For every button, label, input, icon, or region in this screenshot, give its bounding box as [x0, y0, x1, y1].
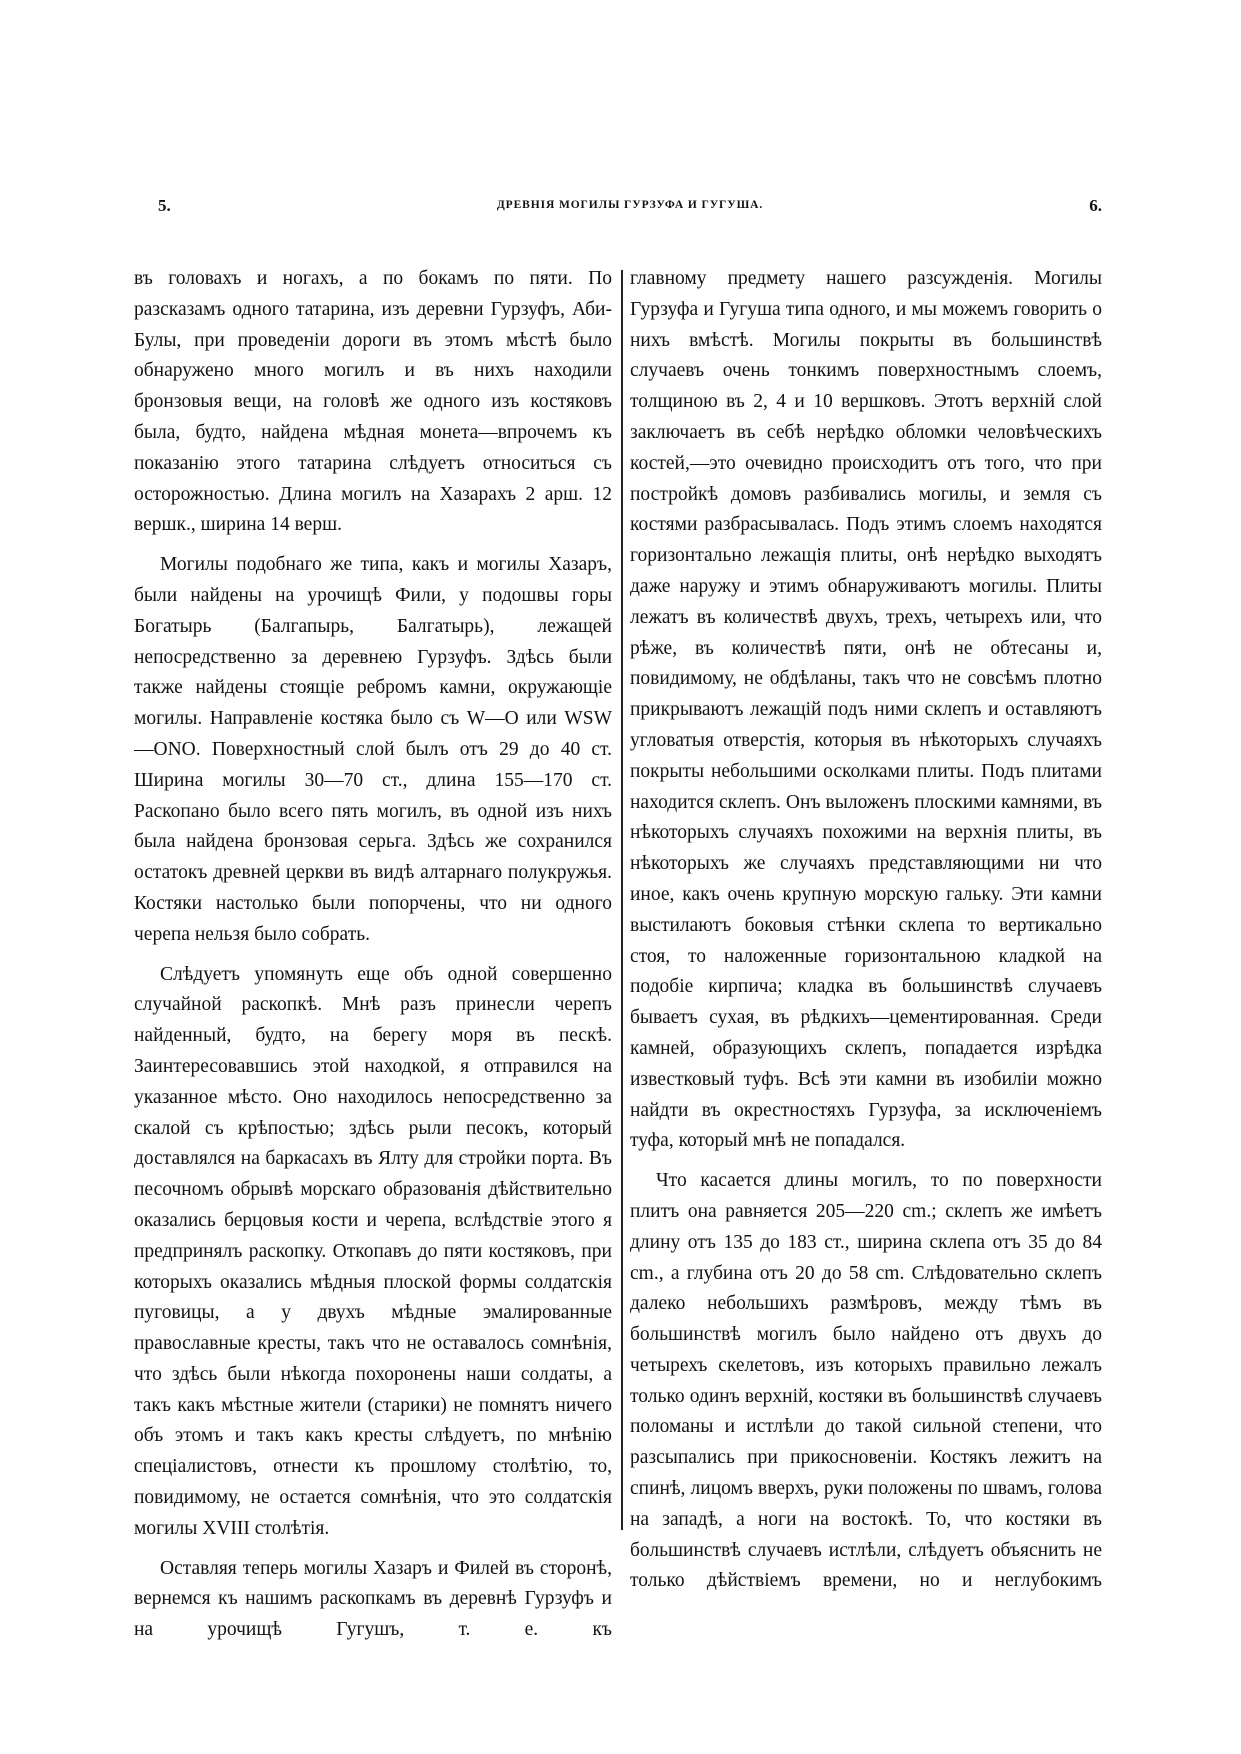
- paragraph: главному предмету нашего разсужденія. Могилы Гурзуфа и Гугуша типа одного, и мы можемъ говорить о нихъ вмѣстѣ. Могилы покрыты въ большинствѣ случаевъ очень тонкимъ поверхностнымъ слоемъ, толщиною въ 2, 4 и 10 вершковъ. Этотъ верхній слой заключаетъ въ себѣ нерѣдко обломки человѣческихъ костей,—это очевидно происходитъ отъ того, что при постройкѣ домовъ разбивались могилы, и земля съ костями разбрасывалась. Подъ этимъ слоемъ находятся горизонтально лежащія плиты, онѣ нерѣдко выходятъ даже наружу и этимъ обнаруживаютъ могилы. Плиты лежатъ въ количествѣ двухъ, трехъ, четырехъ или, что рѣже, въ количествѣ пяти, онѣ не обтесаны и, повидимому, не обдѣланы, такъ что не совсѣмъ плотно прикрываютъ лежащій подъ ними склепъ и оставляютъ угловатыя отверстія, которыя въ нѣкоторыхъ случаяхъ покрыты небольшими осколками плиты. Подъ плитами находится склепъ. Онъ выложенъ плоскими камнями, въ нѣкоторыхъ случаяхъ похожими на верхнія плиты, въ нѣкоторыхъ же случаяхъ представляющими ни что иное, какъ очень крупную морскую гальку. Эти камни выстилаютъ боковыя стѣнки склепа то вертикально стоя, то наложенные горизонтальною кладкой на подобіе кирпича; кладка въ большинствѣ случаевъ бываетъ сухая, въ рѣдкихъ—цементированная. Среди камней, образующихъ склепъ, попадается изрѣдка известковый туфъ. Всѣ эти камни въ изобиліи можно найдти въ окрестностяхъ Гурзуфа, за исключеніемъ туфа, который мнѣ не попадался.: [630, 268, 1102, 1152]
- page-header: [158, 196, 1102, 220]
- page-number-left: 5.: [158, 196, 171, 215]
- column-divider: [621, 270, 623, 1530]
- paragraph: Оставляя теперь могилы Хазаръ и Филей въ сторонѣ, вернемся къ нашимъ раскопкамъ въ деревнѣ Гурзуфъ и на урочищѣ Гугушъ, т. е. къ: [134, 1557, 612, 1641]
- paragraph: Могилы подобнаго же типа, какъ и могилы Хазаръ, были найдены на урочищѣ Фили, у подошвы горы Богатырь (Балгапырь, Балгатырь), лежащей непосредственно за деревнею Гурзуфъ. Здѣсь были также найдены стоящіе ребромъ камни, окружающіе могилы. Направленіе костяка было съ W—O или WSW—ONO. Поверхностный слой былъ отъ 29 до 40 ст. Ширина могилы 30—70 ст., длина 155—170 ст. Раскопано было всего пять могилъ, въ одной изъ нихъ была найдена бронзовая серьга. Здѣсь же сохранился остатокъ древней церкви въ видѣ алтарнаго полукружья. Костяки настолько были попорчены, что ни одного черепа нельзя было собрать.: [134, 554, 612, 945]
- running-title: ДРЕВНІЯ МОГИЛЫ ГУРЗУФА И ГУГУША.: [496, 199, 764, 211]
- page-number-right: 6.: [1089, 196, 1102, 215]
- right-column: [630, 264, 1102, 1597]
- paragraph: Что касается длины могилъ, то по поверхности плитъ она равняется 205—220 cm.; склепъ же имѣетъ длину отъ 135 до 183 ст., ширина склепа отъ 35 до 84 cm., а глубина отъ 20 до 58 cm. Слѣдовательно склепъ далеко небольшихъ размѣровъ, между тѣмъ въ большинствѣ могилъ было найдено отъ двухъ до четырехъ скелетовъ, изъ которыхъ правильно лежалъ только одинъ верхній, костяки въ большинствѣ случаевъ поломаны и истлѣли до такой сильной степени, что разсыпались при прикосновеніи. Костякъ лежитъ на спинѣ, лицомъ вверхъ, руки положены по швамъ, голова на западѣ, а ноги на востокѣ. То, что костяки въ большинствѣ случаевъ истлѣли, слѣдуетъ объяснить не только дѣйствіемъ времени, но и неглубокимъ: [630, 1170, 1102, 1592]
- paragraph: Слѣдуетъ упомянуть еще объ одной совершенно случайной раскопкѣ. Мнѣ разъ принесли черепъ найденный, будто, на берегу моря въ пескѣ. Заинтересовавшись этой находкой, я отправился на указанное мѣсто. Оно находилось непосредственно за скалой съ крѣпостью; здѣсь рыли песокъ, который доставлялся на баркасахъ въ Ялту для стройки порта. Въ песочномъ обрывѣ морскаго образованія дѣйствительно оказались берцовыя кости и черепа, вслѣдствіе этого я предпринялъ раскопку. Откопавъ до пяти костяковъ, при которыхъ оказались мѣдныя плоской формы солдатскія пуговицы, а у двухъ мѣдные эмалированные православные кресты, такъ что не оставалось сомнѣнія, что здѣсь были нѣкогда похоронены наши солдаты, а такъ какъ мѣстные жители (старики) не помнятъ ничего объ этомъ и такъ какъ кресты слѣдуетъ, по мнѣнію спеціалистовъ, отнести къ прошлому столѣтію, то, повидимому, не остается сомнѣнія, что это солдатскія могилы XVIII столѣтія.: [134, 963, 612, 1539]
- paragraph: въ головахъ и ногахъ, а по бокамъ по пяти. По разсказамъ одного татарина, изъ деревни Гурзуфъ, Аби-Булы, при проведеніи дороги въ этомъ мѣстѣ было обнаружено много могилъ и въ нихъ находили бронзовыя вещи, на головѣ же одного изъ костяковъ была, будто, найдена мѣдная монета—впрочемъ къ показанію этого татарина слѣдуетъ относиться съ осторожностью. Длина могилъ на Хазарахъ 2 арш. 12 вершк., ширина 14 верш.: [134, 268, 612, 536]
- left-column: [134, 264, 612, 1646]
